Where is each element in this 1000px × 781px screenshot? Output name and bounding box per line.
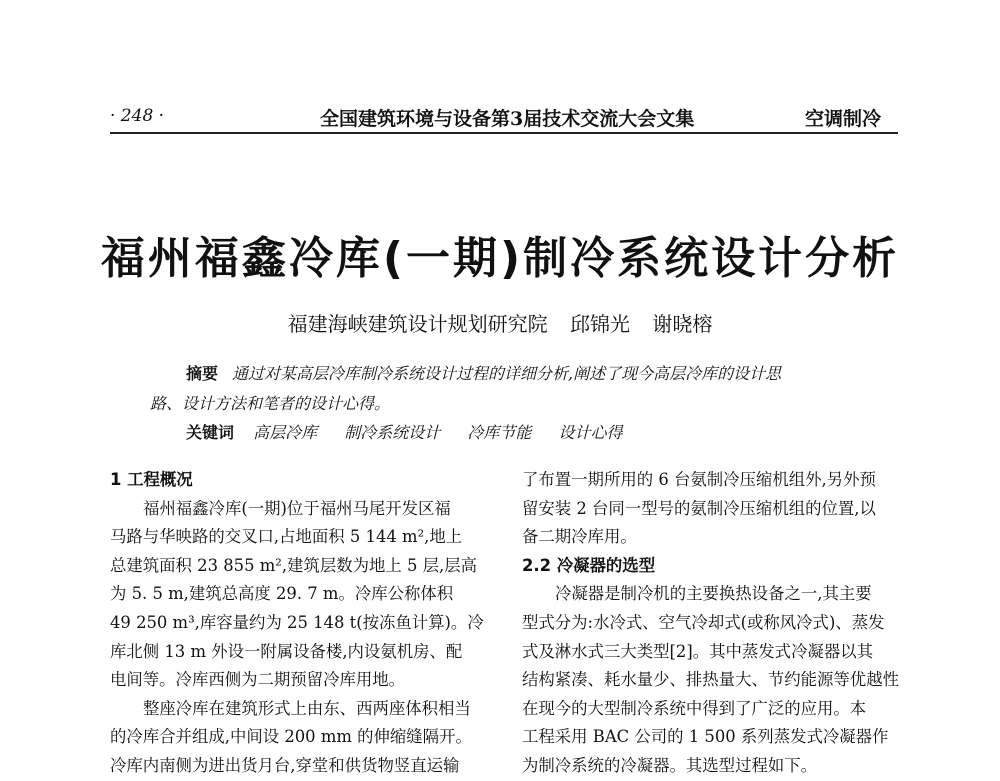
author-name: 谢晓榕 bbox=[652, 312, 713, 336]
body-line: 整座冷库在建筑形式上由东、西两座体积相当 bbox=[143, 698, 471, 718]
institution: 福建海峡建筑设计规划研究院 bbox=[287, 312, 548, 336]
section-heading: 2.2 冷凝器的选型 bbox=[522, 555, 656, 575]
body-line: 备二期冷库用。 bbox=[522, 527, 637, 547]
body-line: 库北侧 13 m 外设一附属设备楼,内设氨机房、配 bbox=[110, 641, 463, 661]
body-line: 为 5. 5 m,建筑总高度 29. 7 m。冷库公称体积 bbox=[110, 584, 454, 604]
body-line: 冷库内南侧为进出货月台,穿堂和供货物竖直运输 bbox=[110, 755, 460, 775]
header-rule bbox=[110, 132, 898, 134]
keywords-line bbox=[186, 420, 644, 443]
right-column bbox=[522, 466, 899, 781]
body-line: 结构紧凑、耗水量少、排热量大、节约能源等优越性 bbox=[522, 670, 899, 690]
body-line: 工程采用 BAC 公司的 1 500 系列蒸发式冷凝器作 bbox=[522, 727, 889, 747]
body-line: 马路与华映路的交叉口,占地面积 5 144 m²,地上 bbox=[110, 527, 463, 547]
abstract-line bbox=[186, 361, 781, 384]
body-line: 电间等。冷库西侧为二期预留冷库用地。 bbox=[110, 670, 406, 690]
body-line: 49 250 m³,库容量约为 25 148 t(按冻鱼计算)。冷 bbox=[110, 612, 484, 632]
section-label: 空调制冷 bbox=[805, 108, 882, 130]
abstract-text: 通过对某高层冷库制冷系统设计过程的详细分析,阐述了现今高层冷库的设计思 bbox=[232, 364, 782, 383]
body-line: 了布置一期所用的 6 台氨制冷压缩机组外,另外预 bbox=[522, 470, 876, 489]
keyword: 制冷系统设计 bbox=[344, 423, 441, 442]
keyword: 冷库节能 bbox=[467, 423, 532, 442]
paper-title: 福州福鑫冷库(一期)制冷系统设计分析 bbox=[100, 233, 900, 284]
body-line: 型式分为:水冷式、空气冷却式(或称风冷式)、蒸发 bbox=[522, 612, 885, 632]
body-line: 总建筑面积 23 855 m²,建筑层数为地上 5 层,层高 bbox=[110, 555, 478, 575]
body-line: 冷凝器是制冷机的主要换热设备之一,其主要 bbox=[555, 584, 872, 604]
body-line: 福州福鑫冷库(一期)位于福州马尾开发区福 bbox=[143, 498, 451, 518]
body-line: 式及淋水式三大类型[2]。其中蒸发式冷凝器以其 bbox=[522, 641, 874, 661]
page-number: · 248 · bbox=[110, 106, 165, 126]
abstract-label: 摘要 bbox=[186, 364, 219, 383]
body-line: 在现今的大型制冷系统中得到了广泛的应用。本 bbox=[522, 698, 867, 718]
abstract-line: 路、设计方法和笔者的设计心得。 bbox=[150, 394, 391, 413]
body-line: 的冷库合并组成,中间设 200 mm 的伸缩缝隔开。 bbox=[110, 727, 472, 747]
section-heading: 1 工程概况 bbox=[110, 470, 193, 489]
authors-line bbox=[0, 308, 1000, 337]
body-line: 为制冷系统的冷凝器。其选型过程如下。 bbox=[522, 755, 818, 775]
keyword: 高层冷库 bbox=[253, 423, 318, 442]
keywords-label: 关键词 bbox=[186, 423, 235, 442]
left-column bbox=[110, 466, 482, 781]
journal-title: 全国建筑环境与设备第3届技术交流大会文集 bbox=[320, 108, 695, 130]
keyword: 设计心得 bbox=[558, 423, 623, 442]
body-line: 留安装 2 台同一型号的氨制冷压缩机组的位置,以 bbox=[522, 498, 876, 518]
author-name: 邱锦光 bbox=[570, 312, 630, 336]
